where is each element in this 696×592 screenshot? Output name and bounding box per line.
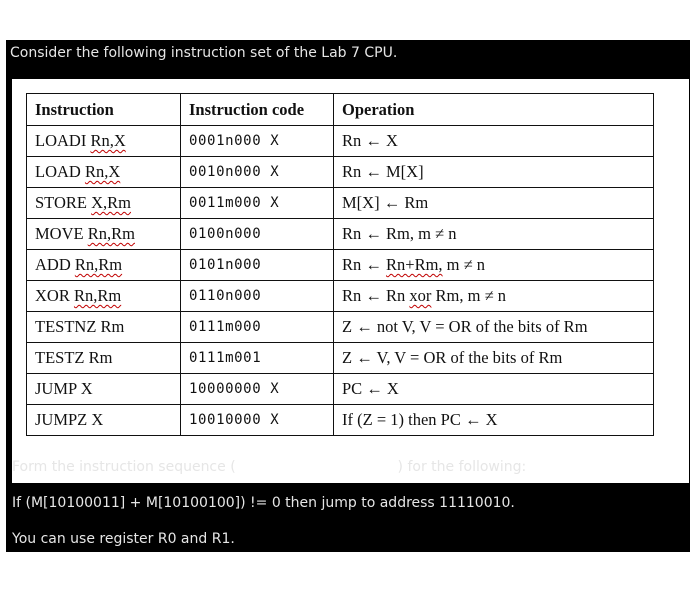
intro-text: Consider the following instruction set of the Lab 7 CPU. [10, 45, 398, 61]
instruction-table [26, 93, 654, 436]
table-row [27, 312, 654, 343]
code-cell: 0101n000 [181, 250, 334, 281]
code-cell: 0001n000 X [181, 126, 334, 157]
table-header-row [27, 94, 654, 126]
question-panel [6, 40, 690, 552]
table-row [27, 250, 654, 281]
code-cell: 0111m000 [181, 312, 334, 343]
operation-cell: If (Z = 1) then PC ← X [334, 405, 654, 436]
operation-cell: Rn ← Rn xor Rm, m ≠ n [334, 281, 654, 312]
code-cell: 0110n000 [181, 281, 334, 312]
header-operation: Operation [334, 94, 654, 126]
operation-cell: Rn ← X [334, 126, 654, 157]
table-row [27, 219, 654, 250]
operation-cell: Rn ← Rn+Rm, m ≠ n [334, 250, 654, 281]
table-row [27, 126, 654, 157]
instruction-cell: TESTNZ Rm [27, 312, 181, 343]
instruction-cell: LOAD Rn,X [27, 157, 181, 188]
question-line-1: Form the instruction sequence (machine code in hex) for the following: [12, 459, 527, 475]
question-line-2: If (M[10100011] + M[10100100]) != 0 then jump to address 11110010. [12, 495, 515, 511]
instruction-cell: XOR Rn,Rm [27, 281, 181, 312]
code-cell: 0011m000 X [181, 188, 334, 219]
instruction-cell: ADD Rn,Rm [27, 250, 181, 281]
code-cell: 10010000 X [181, 405, 334, 436]
table-row [27, 343, 654, 374]
table-row [27, 281, 654, 312]
operation-cell: Z ← V, V = OR of the bits of Rm [334, 343, 654, 374]
table-row [27, 188, 654, 219]
instruction-cell: TESTZ Rm [27, 343, 181, 374]
header-instruction: Instruction [27, 94, 181, 126]
operation-cell: Rn ← Rm, m ≠ n [334, 219, 654, 250]
operation-cell: M[X] ← Rm [334, 188, 654, 219]
table-row [27, 157, 654, 188]
code-cell: 0111m001 [181, 343, 334, 374]
header-instruction-code: Instruction code [181, 94, 334, 126]
instruction-cell: MOVE Rn,Rm [27, 219, 181, 250]
instruction-set-card [12, 79, 689, 483]
code-cell: 0010n000 X [181, 157, 334, 188]
table-row [27, 374, 654, 405]
code-cell: 10000000 X [181, 374, 334, 405]
instruction-cell: JUMPZ X [27, 405, 181, 436]
table-row [27, 405, 654, 436]
operation-cell: PC ← X [334, 374, 654, 405]
instruction-cell: JUMP X [27, 374, 181, 405]
operation-cell: Rn ← M[X] [334, 157, 654, 188]
operation-cell: Z ← not V, V = OR of the bits of Rm [334, 312, 654, 343]
question-emphasis: machine code in hex [235, 459, 398, 475]
question-line-3: You can use register R0 and R1. [12, 531, 235, 547]
code-cell: 0100n000 [181, 219, 334, 250]
instruction-cell: LOADI Rn,X [27, 126, 181, 157]
instruction-cell: STORE X,Rm [27, 188, 181, 219]
